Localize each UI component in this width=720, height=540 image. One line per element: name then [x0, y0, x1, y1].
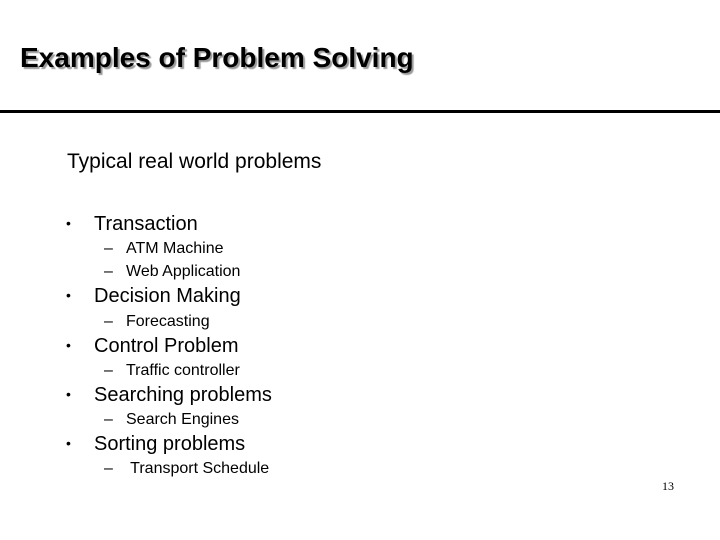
bullet-marker: • [66, 435, 71, 451]
bullet-label: Control Problem [94, 335, 239, 357]
sub-item [104, 460, 269, 478]
bullet-marker: • [66, 386, 71, 402]
intro-text: Typical real world problems [67, 150, 322, 173]
bullet-item [66, 213, 198, 236]
sub-item-label: Search Engines [126, 411, 239, 428]
slide-title: Examples of Problem Solving [20, 42, 414, 73]
bullet-label: Sorting problems [94, 433, 246, 455]
bullet-marker: • [66, 287, 71, 303]
sub-item-label: Transport Schedule [126, 460, 270, 477]
bullet-marker: • [66, 337, 71, 353]
sub-marker: – [104, 263, 113, 280]
bullet-label: Searching problems [94, 384, 272, 406]
sub-item [104, 362, 240, 380]
bullet-item [66, 285, 241, 308]
sub-item [104, 313, 210, 331]
sub-item-label: Forecasting [126, 313, 210, 330]
sub-marker: – [104, 313, 113, 330]
bullet-marker: • [66, 215, 71, 231]
sub-item-label: ATM Machine [126, 240, 224, 257]
sub-marker: – [104, 240, 113, 257]
sub-item [104, 263, 240, 281]
sub-item [104, 411, 239, 429]
sub-marker: – [104, 460, 113, 477]
bullet-item [66, 335, 239, 358]
bullet-item [66, 433, 245, 456]
bullet-item [66, 384, 272, 407]
bullet-label: Decision Making [94, 285, 241, 307]
sub-item-label: Traffic controller [126, 362, 240, 379]
sub-marker: – [104, 362, 113, 379]
bullet-label: Transaction [94, 213, 198, 235]
sub-marker: – [104, 411, 113, 428]
title-divider [0, 110, 720, 113]
page-number: 13 [662, 479, 674, 493]
sub-item-label: Web Application [126, 263, 241, 280]
sub-item [104, 240, 224, 258]
